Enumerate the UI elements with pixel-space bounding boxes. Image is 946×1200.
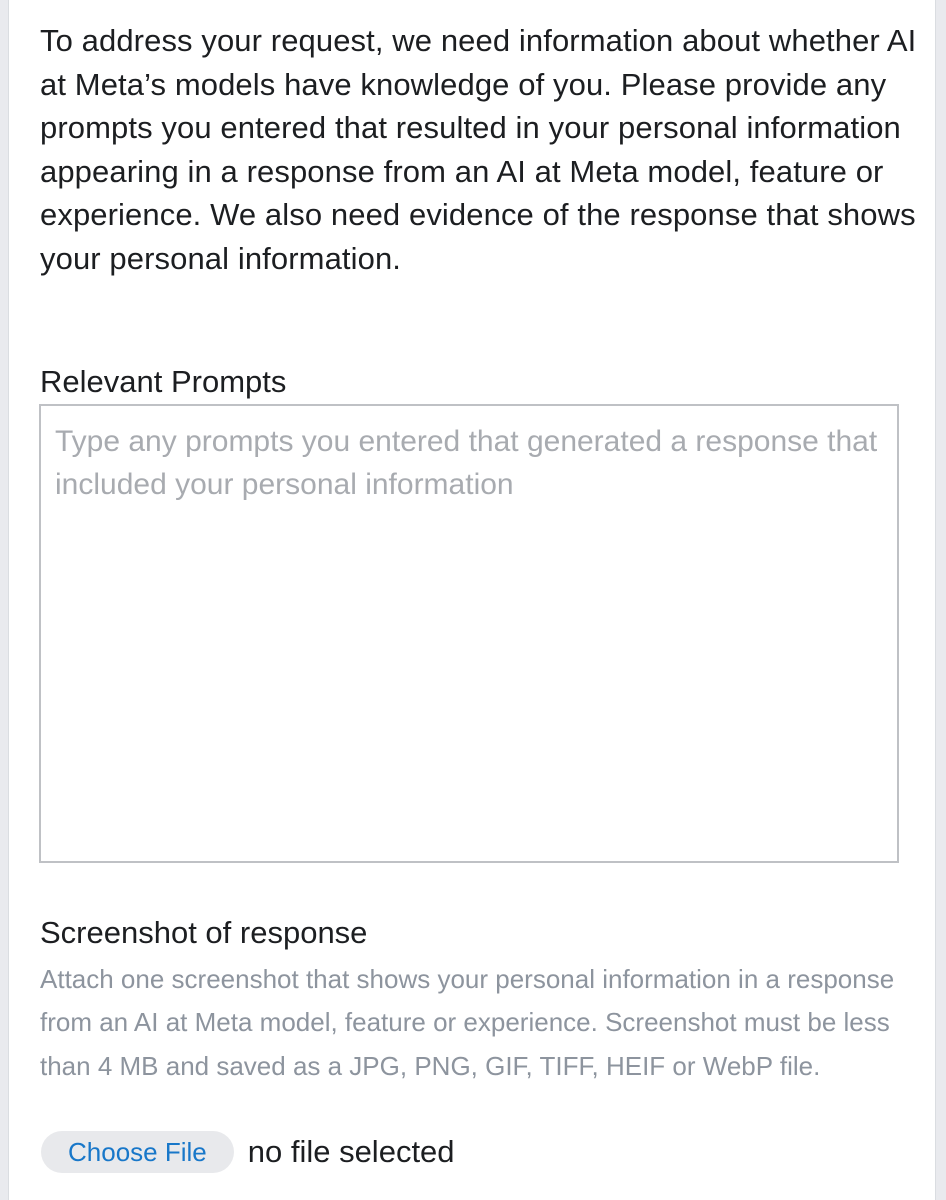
relevant-prompts-input[interactable] <box>39 404 899 863</box>
intro-text: To address your request, we need information about whether AI at Meta’s models have knowledge of you. Please provide any prompts you entered that resulted in your personal information appearing in a response from an AI at Meta model, feature or experience. We also need evidence of the response that shows your personal information. <box>40 23 917 276</box>
file-status-text: no file selected <box>247 1134 455 1169</box>
file-picker <box>41 1131 455 1173</box>
form-panel <box>8 0 936 1200</box>
screenshot-label: Screenshot of response <box>40 915 368 950</box>
choose-file-button[interactable]: Choose File <box>41 1131 234 1173</box>
screenshot-help-text: Attach one screenshot that shows your personal information in a response from an AI at Meta model, feature or experience. Screenshot must be less than 4 MB and saved as a JPG, PNG, GIF, TIFF, HEIF or WebP file. <box>40 964 895 1081</box>
relevant-prompts-label: Relevant Prompts <box>40 364 287 399</box>
